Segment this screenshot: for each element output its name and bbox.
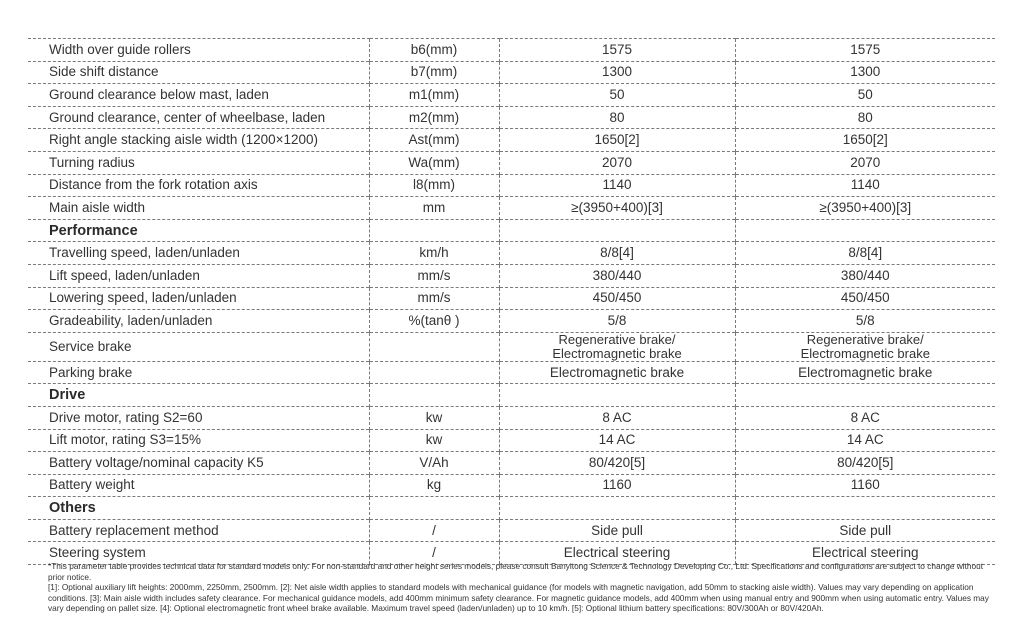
- spec-value-model-2: 80/420[5]: [735, 452, 995, 475]
- spec-value-model-1: Electrical steering: [499, 542, 735, 565]
- spec-label: Distance from the fork rotation axis: [28, 174, 369, 197]
- spec-value-line-1: Regenerative brake/: [806, 332, 924, 347]
- spec-row: [28, 39, 995, 62]
- spec-unit: /: [369, 519, 499, 542]
- spec-value-model-2: 1575: [735, 39, 995, 62]
- spec-label: Service brake: [28, 332, 369, 361]
- spec-label: Main aisle width: [28, 197, 369, 220]
- spec-value-model-2: Side pull: [735, 519, 995, 542]
- section-title: Drive: [28, 384, 369, 407]
- spec-label: Drive motor, rating S2=60: [28, 406, 369, 429]
- spec-unit: [369, 332, 499, 361]
- section-value-cell-1: [499, 384, 735, 407]
- spec-value-model-2: 1160: [735, 474, 995, 497]
- spec-unit: m1(mm): [369, 84, 499, 107]
- spec-value-model-2: ≥(3950+400)[3]: [735, 197, 995, 220]
- spec-value-model-2: 80: [735, 106, 995, 129]
- section-value-cell-1: [499, 219, 735, 242]
- spec-value-line-2: Electromagnetic brake: [800, 345, 930, 361]
- spec-value-line-1: Regenerative brake/: [558, 332, 676, 347]
- spec-unit: V/Ah: [369, 452, 499, 475]
- spec-label: Battery voltage/nominal capacity K5: [28, 452, 369, 475]
- spec-value-model-1: 2070: [499, 151, 735, 174]
- spec-table-body: [28, 39, 995, 565]
- spec-value-model-1: 450/450: [499, 287, 735, 310]
- section-value-cell-2: [735, 219, 995, 242]
- spec-label: Gradeability, laden/unladen: [28, 310, 369, 333]
- spec-row: [28, 361, 995, 384]
- spec-value-model-2: Electromagnetic brake: [735, 361, 995, 384]
- section-title: Others: [28, 497, 369, 520]
- section-value-cell-2: [735, 497, 995, 520]
- spec-row: [28, 474, 995, 497]
- section-value-cell-1: [499, 497, 735, 520]
- spec-unit: l8(mm): [369, 174, 499, 197]
- spec-value-model-1: 5/8: [499, 310, 735, 333]
- spec-value-model-2: 1300: [735, 61, 995, 84]
- footnote-references: [1]: Optional auxiliary lift heights: 2000mm, 2250mm, 2500mm. [2]: Net aisle width applies to standard models with mechanical guidance (for models with magnetic navigation, add 50mm to stacking aisle width). Values may vary depending on application conditions. [3]: Main aisle width includes safety clearance. For mechanical guidance models, add 400mm minimum safety clearance. For magnetic guidance models, add 400mm when using manual entry and 900mm when using automatic entry. Values may vary depending on pallet size. [4]: Optional electromagnetic front wheel brake available. Maximum travel speed (laden/unladen) up to 10 km/h. [5]: Optional lithium battery specifications: 80V/300Ah or 80V/420Ah.: [48, 582, 989, 614]
- spec-row: [28, 429, 995, 452]
- spec-value-model-1: ≥(3950+400)[3]: [499, 197, 735, 220]
- spec-value-model-2: 14 AC: [735, 429, 995, 452]
- spec-unit: /: [369, 542, 499, 565]
- spec-label: Battery weight: [28, 474, 369, 497]
- spec-value-model-1: 1140: [499, 174, 735, 197]
- spec-value-model-1: 80: [499, 106, 735, 129]
- spec-value-model-2: Electrical steering: [735, 542, 995, 565]
- spec-row: [28, 197, 995, 220]
- spec-unit: m2(mm): [369, 106, 499, 129]
- footnotes: [48, 561, 998, 614]
- spec-value-model-1: 50: [499, 84, 735, 107]
- spec-label: Lift speed, laden/unladen: [28, 264, 369, 287]
- spec-value-model-2: 50: [735, 84, 995, 107]
- spec-value-model-2: 1140: [735, 174, 995, 197]
- spec-table: [28, 38, 995, 565]
- spec-value-model-2: 450/450: [735, 287, 995, 310]
- spec-row: [28, 61, 995, 84]
- spec-unit: [369, 361, 499, 384]
- spec-value-line-2: Electromagnetic brake: [552, 345, 682, 361]
- spec-value-model-1: 8/8[4]: [499, 242, 735, 265]
- spec-unit: kg: [369, 474, 499, 497]
- spec-label: Width over guide rollers: [28, 39, 369, 62]
- spec-unit: mm/s: [369, 264, 499, 287]
- spec-value-model-1: 1160: [499, 474, 735, 497]
- spec-row: [28, 174, 995, 197]
- section-header-row: [28, 384, 995, 407]
- spec-unit: Wa(mm): [369, 151, 499, 174]
- spec-unit: b7(mm): [369, 61, 499, 84]
- spec-unit: kw: [369, 406, 499, 429]
- spec-value-model-2: [735, 332, 995, 361]
- section-title: Performance: [28, 219, 369, 242]
- spec-label: Lift motor, rating S3=15%: [28, 429, 369, 452]
- spec-value-model-2: 8/8[4]: [735, 242, 995, 265]
- spec-unit: mm: [369, 197, 499, 220]
- spec-value-model-1: [499, 332, 735, 361]
- section-header-row: [28, 497, 995, 520]
- spec-value-model-2: 380/440: [735, 264, 995, 287]
- section-header-row: [28, 219, 995, 242]
- spec-value-model-1: 8 AC: [499, 406, 735, 429]
- spec-row: [28, 129, 995, 152]
- spec-label: Right angle stacking aisle width (1200×1200): [28, 129, 369, 152]
- spec-value-model-1: 14 AC: [499, 429, 735, 452]
- spec-row: [28, 519, 995, 542]
- spec-unit: kw: [369, 429, 499, 452]
- spec-value-model-2: 8 AC: [735, 406, 995, 429]
- spec-label: Ground clearance, center of wheelbase, laden: [28, 106, 369, 129]
- spec-row: [28, 452, 995, 475]
- spec-row: [28, 406, 995, 429]
- spec-label: Lowering speed, laden/unladen: [28, 287, 369, 310]
- spec-value-model-2: 2070: [735, 151, 995, 174]
- section-value-cell-2: [735, 384, 995, 407]
- spec-value-model-2: 5/8: [735, 310, 995, 333]
- spec-value-model-1: Side pull: [499, 519, 735, 542]
- spec-label: Steering system: [28, 542, 369, 565]
- spec-unit: Ast(mm): [369, 129, 499, 152]
- spec-value-model-1: 380/440: [499, 264, 735, 287]
- spec-label: Side shift distance: [28, 61, 369, 84]
- spec-row: [28, 151, 995, 174]
- spec-unit: b6(mm): [369, 39, 499, 62]
- spec-label: Ground clearance below mast, laden: [28, 84, 369, 107]
- section-unit-cell: [369, 497, 499, 520]
- spec-row: [28, 310, 995, 333]
- spec-value-model-1: Electromagnetic brake: [499, 361, 735, 384]
- spec-row: [28, 84, 995, 107]
- footnote-disclaimer: *This parameter table provides technical data for standard models only. For non-standard and other height series models, please consult Banyitong Science & Technology Developing Co., Ltd. Specifications and configurations are subject to change without prior notice.: [48, 561, 984, 582]
- spec-unit: %(tanθ ): [369, 310, 499, 333]
- spec-unit: km/h: [369, 242, 499, 265]
- spec-row: [28, 287, 995, 310]
- spec-label: Turning radius: [28, 151, 369, 174]
- spec-value-model-2: 1650[2]: [735, 129, 995, 152]
- spec-row: [28, 264, 995, 287]
- section-unit-cell: [369, 384, 499, 407]
- spec-row: [28, 332, 995, 361]
- spec-value-model-1: 80/420[5]: [499, 452, 735, 475]
- spec-label: Parking brake: [28, 361, 369, 384]
- spec-label: Battery replacement method: [28, 519, 369, 542]
- spec-value-model-1: 1300: [499, 61, 735, 84]
- spec-unit: mm/s: [369, 287, 499, 310]
- spec-label: Travelling speed, laden/unladen: [28, 242, 369, 265]
- spec-row: [28, 242, 995, 265]
- spec-value-model-1: 1650[2]: [499, 129, 735, 152]
- spec-value-model-1: 1575: [499, 39, 735, 62]
- spec-row: [28, 106, 995, 129]
- section-unit-cell: [369, 219, 499, 242]
